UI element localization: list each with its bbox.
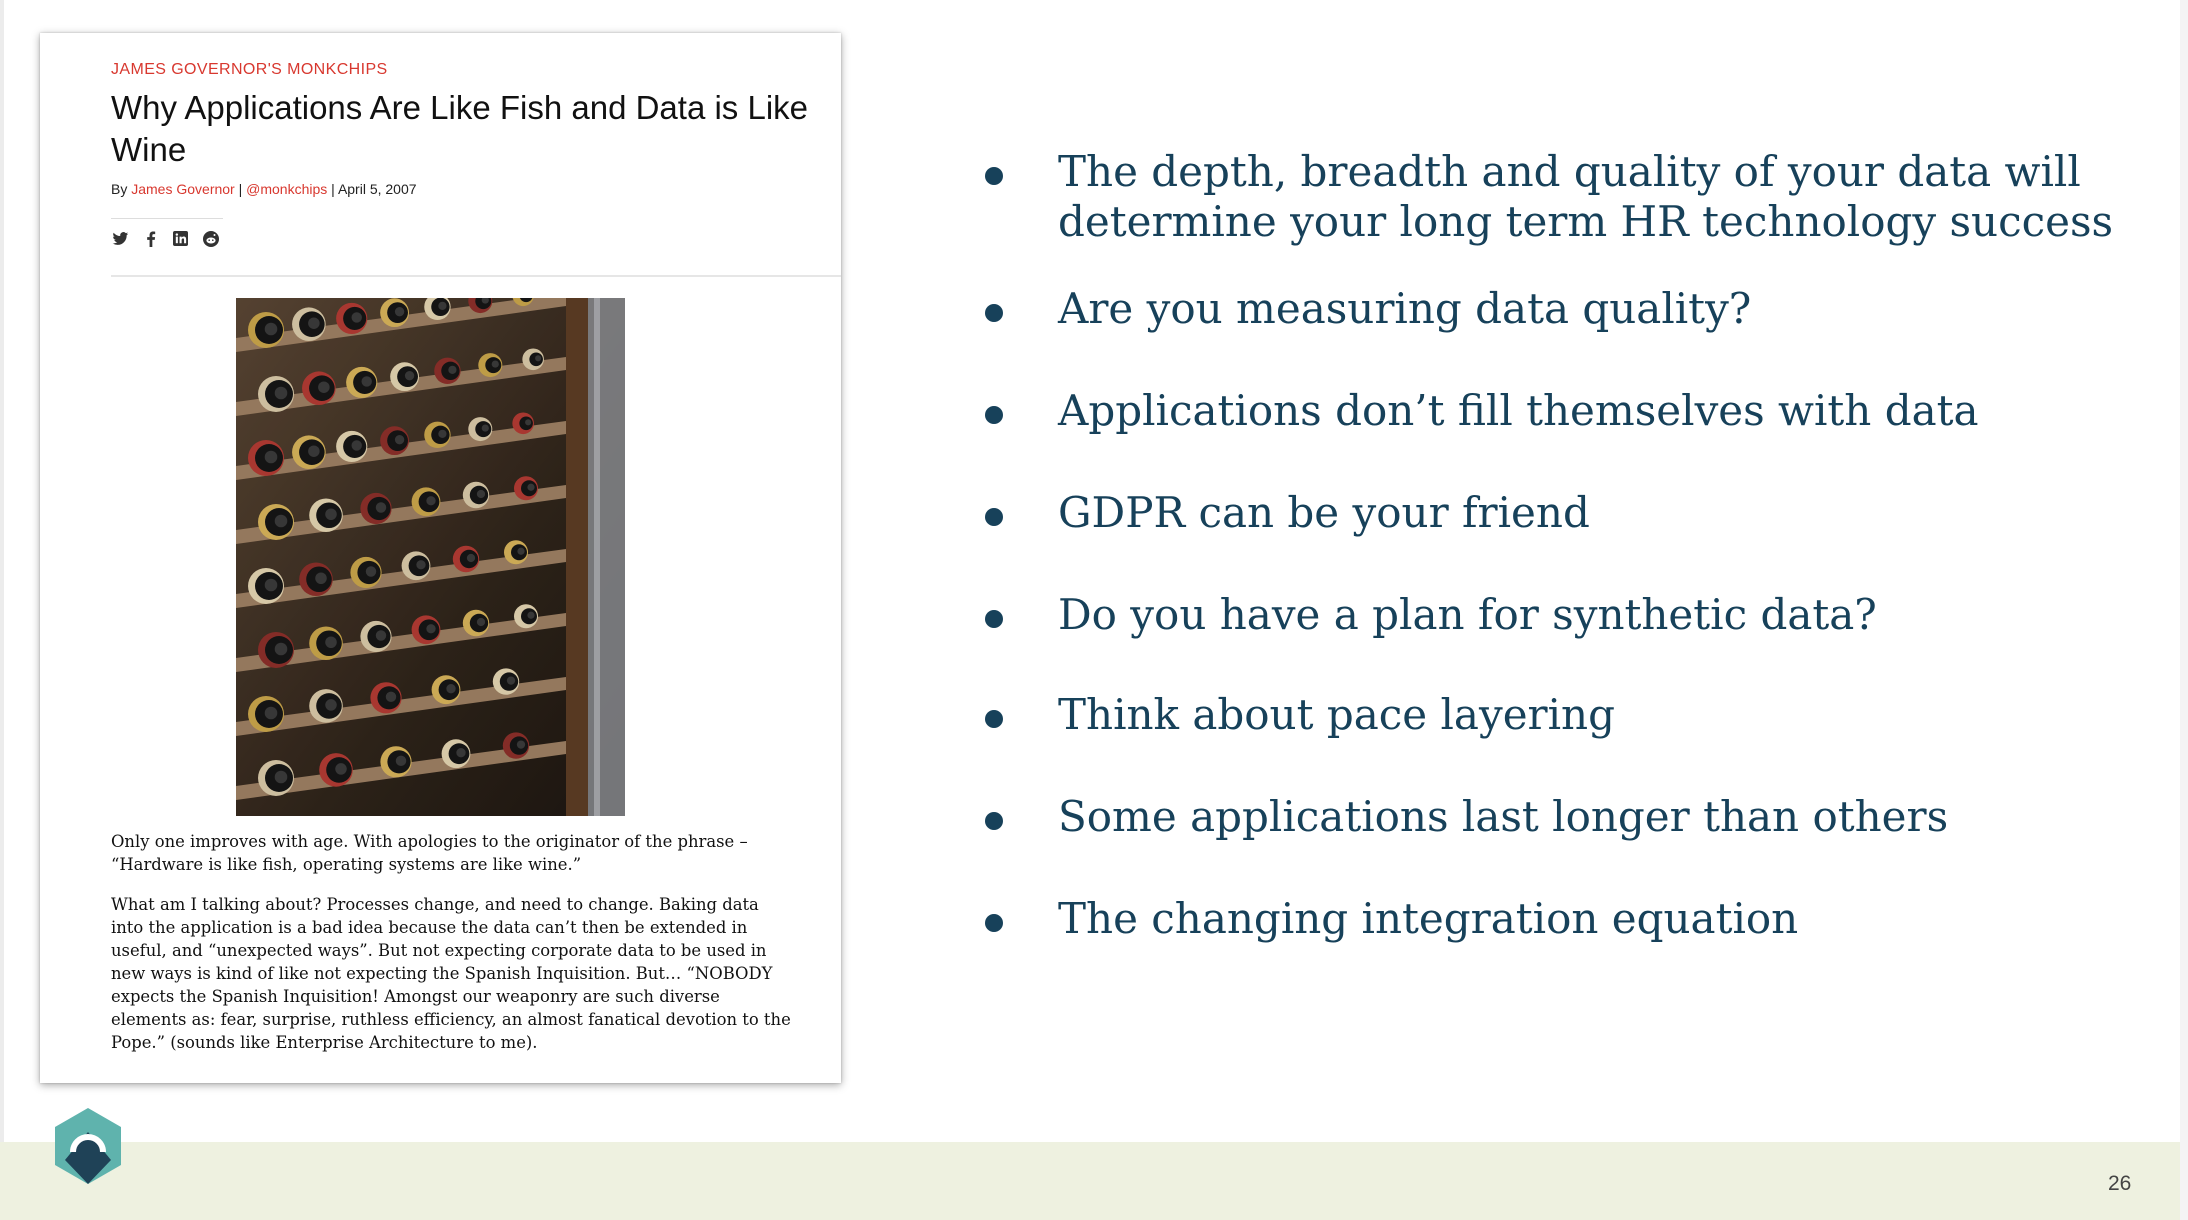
page-number: 26 <box>2108 1172 2132 1195</box>
facebook-icon[interactable] <box>141 229 160 248</box>
bullet-text: The changing integration equation <box>1058 894 1799 943</box>
bullet-dot-icon <box>985 508 1003 526</box>
article-paragraph: Only one improves with age. With apologies to the originator of the phrase – “Hardware is like fish, operating systems are like wine.” <box>111 832 748 874</box>
article-screenshot-card <box>40 33 841 1083</box>
reddit-icon[interactable] <box>201 229 220 248</box>
company-logo-icon <box>55 1108 121 1184</box>
handle-link[interactable]: @monkchips <box>246 181 328 197</box>
article-paragraph: What am I talking about? Processes change, and need to change. Baking data into the application is a bad idea because the data can’t then be extended in useful, and “unexpected ways”. But not expecting corporate data to be used in new ways is kind of like not expecting the Spanish Inquisition. But… “NOBODY expects the Spanish Inquisition! Amongst our weaponry are such diverse elements as: fear, surprise, ruthless efficiency, an almost fanatical devotion to the Pope.” (sounds like Enterprise Architecture to me). <box>111 895 791 1052</box>
bullet-text: Think about pace layering <box>1058 690 1615 739</box>
byline-prefix: By <box>111 181 132 197</box>
social-share-bar <box>111 229 220 248</box>
bullet-dot-icon <box>985 406 1003 424</box>
bullet-dot-icon <box>985 710 1003 728</box>
article-kicker: JAMES GOVERNOR'S MONKCHIPS <box>111 61 388 78</box>
slide-right-edge <box>2180 0 2188 1220</box>
divider <box>111 218 223 219</box>
bullet-dot-icon <box>985 167 1003 185</box>
author-link[interactable]: James Governor <box>131 181 235 197</box>
twitter-icon[interactable] <box>111 229 130 248</box>
wine-rack-photo <box>236 298 625 816</box>
bullet-dot-icon <box>985 914 1003 932</box>
article-title: Why Applications Are Like Fish and Data is Like Wine <box>111 89 809 168</box>
bullet-text: Do you have a plan for synthetic data? <box>1058 590 1877 639</box>
bullet-dot-icon <box>985 304 1003 322</box>
bullet-text: Some applications last longer than others <box>1058 792 1949 841</box>
slide-left-edge <box>0 0 4 1220</box>
bullet-dot-icon <box>985 610 1003 628</box>
article-date: April 5, 2007 <box>337 181 417 197</box>
bullet-text: Applications don’t fill themselves with data <box>1058 386 1979 435</box>
bullet-text: Are you measuring data quality? <box>1058 284 1752 333</box>
bullet-text: The depth, breadth and quality of your data will determine your long term HR technology success <box>1058 147 2114 246</box>
divider <box>111 275 841 277</box>
bullet-dot-icon <box>985 812 1003 830</box>
article-byline <box>111 181 417 197</box>
bullet-text: GDPR can be your friend <box>1058 488 1590 537</box>
byline-separator: | <box>234 181 247 197</box>
footer-band <box>0 1142 2180 1220</box>
linkedin-icon[interactable] <box>171 229 190 248</box>
byline-separator: | <box>327 181 338 197</box>
